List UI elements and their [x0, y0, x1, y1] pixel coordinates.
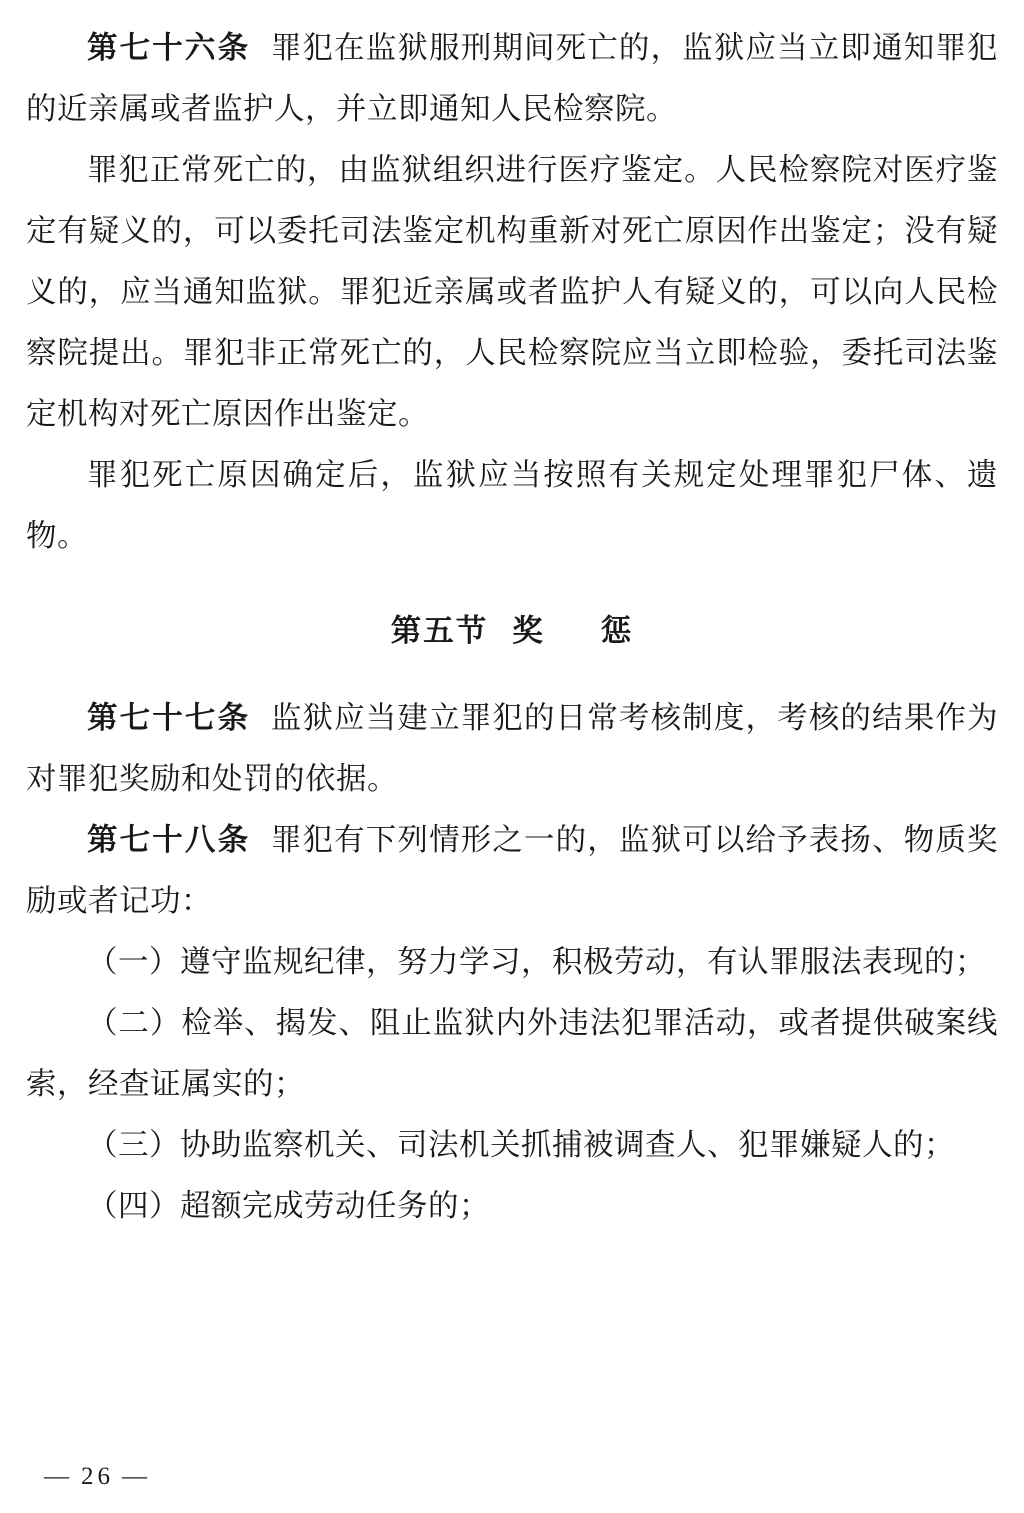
- paragraph-article-76-p3: [26, 445, 998, 567]
- list-item-78-1: [26, 932, 998, 993]
- list-item-78-4: [26, 1176, 998, 1237]
- article-text-76: 罪犯在监狱服刑期间死亡的，监狱应当立即通知罪犯的近亲属或者监护人，并立即通知人民检察院。: [26, 31, 999, 126]
- list-item-78-3: [26, 1115, 998, 1176]
- paragraph-article-76: [26, 18, 998, 140]
- paragraph-article-76-p2: [26, 140, 998, 445]
- page-footer: [0, 1463, 1024, 1491]
- list-item-78-4-text: （四）超额完成劳动任务的；: [87, 1189, 490, 1223]
- section-heading: [26, 601, 998, 662]
- page-content: [26, 18, 998, 1237]
- section-heading-char-1: 奖: [512, 614, 545, 648]
- page-number: 26: [81, 1463, 114, 1490]
- article-label-77: 第七十七条: [87, 701, 251, 735]
- article-label-78: 第七十八条: [87, 823, 251, 857]
- section-heading-char-2: 惩: [600, 614, 634, 648]
- article-text-76-p3: 罪犯死亡原因确定后，监狱应当按照有关规定处理罪犯尸体、遗物。: [26, 458, 998, 553]
- footer-dash-right: —: [122, 1463, 151, 1490]
- article-text-77: 监狱应当建立罪犯的日常考核制度，考核的结果作为对罪犯奖励和处罚的依据。: [26, 701, 999, 796]
- paragraph-article-77: [26, 688, 998, 810]
- list-item-78-2: [26, 993, 998, 1115]
- list-item-78-3-text: （三）协助监察机关、司法机关抓捕被调查人、犯罪嫌疑人的；: [87, 1128, 955, 1162]
- list-item-78-1-text: （一）遵守监规纪律，努力学习，积极劳动，有认罪服法表现的；: [87, 945, 986, 979]
- article-label-76: 第七十六条: [87, 31, 251, 65]
- footer-dash-left: —: [44, 1463, 73, 1490]
- section-heading-prefix: 第五节: [390, 614, 489, 648]
- list-item-78-2-text: （二）检举、揭发、阻止监狱内外违法犯罪活动，或者提供破案线索，经查证属实的；: [26, 1006, 998, 1101]
- article-text-76-p2: 罪犯正常死亡的，由监狱组织进行医疗鉴定。人民检察院对医疗鉴定有疑义的，可以委托司法鉴定机构重新对死亡原因作出鉴定；没有疑义的，应当通知监狱。罪犯近亲属或者监护人有疑义的，可以向人民检察院提出。罪犯非正常死亡的，人民检察院应当立即检验，委托司法鉴定机构对死亡原因作出鉴定。: [26, 153, 998, 431]
- article-text-78: 罪犯有下列情形之一的，监狱可以给予表扬、物质奖励或者记功：: [26, 823, 999, 918]
- paragraph-article-78: [26, 810, 998, 932]
